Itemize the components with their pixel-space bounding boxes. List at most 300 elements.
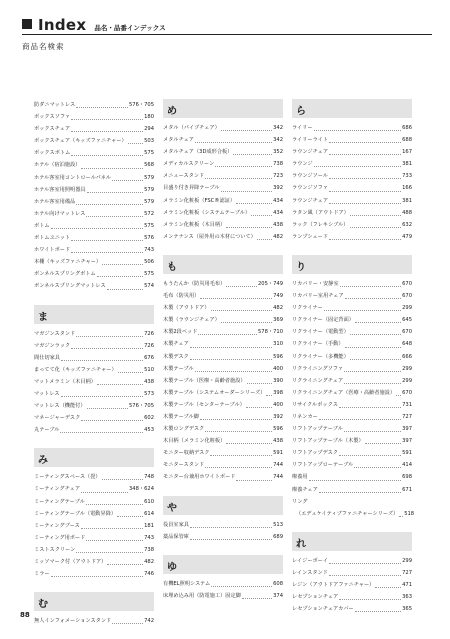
index-entry[interactable] xyxy=(163,134,283,146)
index-entry[interactable] xyxy=(163,195,283,207)
entry-page: 744 xyxy=(273,462,283,469)
entry-name: リフトアップテーブル xyxy=(292,426,343,433)
entry-page: 688 xyxy=(402,137,412,144)
entry-name: 木製テーブル（センターテーブル） xyxy=(163,401,245,408)
dot-leader xyxy=(112,623,143,624)
index-entry[interactable] xyxy=(34,615,154,627)
dot-leader xyxy=(355,611,401,612)
entry-page: 414 xyxy=(402,462,412,469)
entry-name: 間仕切家具 xyxy=(34,354,60,361)
index-entry[interactable] xyxy=(292,399,412,411)
entry-page: 575 xyxy=(144,222,154,229)
group-heading xyxy=(292,99,412,118)
index-entry[interactable] xyxy=(163,219,283,231)
entry-page: 166 xyxy=(402,185,412,192)
dot-leader xyxy=(97,276,143,277)
index-entry[interactable] xyxy=(292,158,412,170)
dot-leader xyxy=(339,407,401,408)
index-entry[interactable] xyxy=(292,484,412,496)
entry-name: ランプシェード xyxy=(292,233,329,240)
dot-leader xyxy=(87,408,128,409)
entry-page: 596 xyxy=(273,353,283,360)
index-entry[interactable] xyxy=(34,244,154,256)
entry-name: 防ダニマットレス xyxy=(34,102,76,108)
dot-leader xyxy=(329,154,401,155)
index-entry[interactable] xyxy=(163,399,283,411)
entry-page: 591 xyxy=(402,450,412,457)
dot-leader xyxy=(71,252,143,253)
entry-name: リング xyxy=(292,498,308,505)
index-entry[interactable] xyxy=(292,579,412,591)
entry-name: リクライニングチェア xyxy=(292,377,344,384)
entry-page: 482 xyxy=(144,559,154,565)
entry-name: 目盛り付き昇降テーブル xyxy=(163,185,220,192)
entry-name: リフトアップローテーブル xyxy=(292,462,354,469)
index-entry[interactable] xyxy=(34,280,154,292)
index-entry[interactable] xyxy=(292,278,412,290)
index-entry[interactable] xyxy=(163,411,283,423)
entry-name: リクライナー（電動型） xyxy=(292,329,349,336)
dot-leader xyxy=(226,286,257,287)
entry-page: 670 xyxy=(402,329,412,336)
entry-page: 671 xyxy=(402,486,412,493)
entry-page: 205・749 xyxy=(258,280,283,287)
entry-name: リフトアップテーブル（木製） xyxy=(292,438,364,445)
entry-name: 毛布（防災用） xyxy=(163,293,200,300)
group-heading-label: や xyxy=(167,502,177,514)
entry-page: 180 xyxy=(144,114,154,121)
entry-page: 310 xyxy=(273,341,283,348)
dot-leader xyxy=(190,527,272,528)
entry-page: 381 xyxy=(402,161,412,168)
entry-page: 299 xyxy=(402,365,412,372)
entry-name: メタル（パイプチェア） xyxy=(163,125,220,131)
square-bullet-icon xyxy=(22,19,32,29)
index-entry[interactable] xyxy=(163,290,283,302)
index-entry[interactable] xyxy=(34,556,154,568)
index-entry[interactable] xyxy=(34,364,154,376)
entry-name: 木目柄（メラミン化粧板） xyxy=(163,438,226,445)
index-entry[interactable] xyxy=(34,520,154,532)
entry-name: ミストスクリーン xyxy=(34,546,76,553)
dot-leader xyxy=(339,455,401,456)
entry-name: ボックスボトム xyxy=(34,150,71,157)
index-entry[interactable] xyxy=(292,302,412,314)
entry-name: モニター収納デスク xyxy=(163,450,210,457)
entry-name: 薬品保管庫 xyxy=(163,533,189,540)
index-column-1 xyxy=(34,99,154,639)
entry-page: 453 xyxy=(144,427,154,434)
entry-name: 木製（アウトドア） xyxy=(163,305,210,312)
index-entry[interactable] xyxy=(163,314,283,326)
dot-leader xyxy=(81,528,143,529)
entry-page: 748 xyxy=(144,474,154,481)
dot-leader xyxy=(107,289,143,290)
index-entry[interactable] xyxy=(163,278,283,290)
entry-name: ミラー xyxy=(34,571,50,578)
index-entry[interactable] xyxy=(163,578,283,590)
index-entry[interactable] xyxy=(292,231,412,243)
entry-page: 510 xyxy=(144,366,154,373)
dot-leader xyxy=(205,431,272,432)
entry-page: 670 xyxy=(402,293,412,300)
entry-name: ラタン風（アウトドア） xyxy=(292,209,349,216)
index-entry[interactable] xyxy=(292,508,415,520)
index-entry[interactable] xyxy=(34,99,154,111)
entry-name: 木製ロングデスク xyxy=(163,426,205,433)
index-entry[interactable] xyxy=(163,182,283,194)
entry-page: 342 xyxy=(273,137,283,144)
entry-name: ホテル（宿泊施設） xyxy=(34,162,81,169)
entry-name: リクライナー（手動） xyxy=(292,341,344,348)
index-entry[interactable] xyxy=(34,388,154,400)
entry-page: 397 xyxy=(402,426,412,433)
entry-name: 木製チェア xyxy=(163,341,189,348)
entry-name: 床埋め込み用（防電施工）固定脚 xyxy=(163,592,241,599)
group-heading-label: も xyxy=(167,261,177,273)
index-entry[interactable] xyxy=(34,544,154,556)
page-title: Index xyxy=(38,16,87,34)
index-entry[interactable] xyxy=(163,423,283,435)
dot-leader xyxy=(314,166,401,167)
entry-name: リカバリー室用チェア xyxy=(292,293,344,300)
index-header xyxy=(22,16,166,34)
entry-page: 392 xyxy=(273,413,283,420)
entry-name: マットレス（機能付） xyxy=(34,403,86,410)
dot-leader xyxy=(71,240,143,241)
index-entry[interactable] xyxy=(34,483,154,495)
entry-name: ラウンジソール xyxy=(292,173,329,180)
dot-leader xyxy=(190,347,272,348)
index-column-3 xyxy=(292,99,415,627)
dot-leader xyxy=(205,178,272,179)
index-entry[interactable] xyxy=(163,459,283,471)
index-entry[interactable] xyxy=(292,567,412,579)
entry-page: 365 xyxy=(402,606,412,613)
dot-leader xyxy=(242,598,272,599)
index-entry[interactable] xyxy=(292,447,412,459)
dot-leader xyxy=(375,587,401,588)
dot-leader xyxy=(71,348,143,349)
index-entry[interactable] xyxy=(34,412,154,424)
entry-page: 503 xyxy=(144,138,154,145)
dot-leader xyxy=(211,586,272,587)
index-entry[interactable] xyxy=(34,400,154,412)
index-entry[interactable] xyxy=(163,435,283,447)
dot-leader xyxy=(61,396,144,397)
index-entry[interactable] xyxy=(163,447,283,459)
entry-page: 513 xyxy=(273,521,283,528)
entry-name: ラウンジチェア xyxy=(292,197,329,204)
entry-page: 670 xyxy=(402,389,412,396)
entry-name: リネンカー xyxy=(292,413,318,420)
entry-page: 591 xyxy=(273,450,283,457)
page-subtitle: 品名・品番インデックス xyxy=(94,24,166,32)
index-entry[interactable] xyxy=(34,496,154,508)
group-heading xyxy=(163,255,283,274)
index-entry[interactable] xyxy=(34,508,154,520)
entry-page: 576・705 xyxy=(129,102,154,108)
entry-page: 731 xyxy=(402,401,412,408)
index-entry[interactable] xyxy=(292,195,412,207)
index-entry[interactable] xyxy=(34,376,154,388)
entry-name: ミーティングスペース（畳） xyxy=(34,474,101,481)
dot-leader xyxy=(60,432,143,433)
index-entry[interactable] xyxy=(34,532,154,544)
entry-name: リクライナー xyxy=(292,305,323,312)
index-entry[interactable] xyxy=(292,326,412,338)
group-heading-label: ゆ xyxy=(167,561,177,573)
entry-name: ボックスチェア xyxy=(34,126,71,133)
dot-leader xyxy=(319,419,401,420)
dot-leader xyxy=(61,360,143,361)
index-entry[interactable] xyxy=(292,387,412,399)
dot-leader xyxy=(350,334,401,335)
entry-name: ホワイトボード xyxy=(34,247,71,254)
dot-leader xyxy=(102,264,143,265)
index-entry[interactable] xyxy=(163,158,283,170)
index-entry[interactable] xyxy=(163,170,283,182)
index-entry[interactable] xyxy=(292,134,412,146)
entry-page: 482 xyxy=(273,305,283,312)
index-entry[interactable] xyxy=(34,568,154,580)
entry-name: ライリーライト xyxy=(292,137,329,144)
dot-leader xyxy=(221,130,272,131)
dot-leader xyxy=(350,359,401,360)
dot-leader xyxy=(350,227,402,228)
entry-name: ホテル客室用備品 xyxy=(34,198,76,205)
entry-name: （エデュケイティブファニチャーシリーズ） xyxy=(296,510,399,517)
index-entry[interactable] xyxy=(292,219,412,231)
dot-leader xyxy=(329,563,401,564)
index-column-2 xyxy=(163,99,283,614)
index-entry[interactable] xyxy=(34,208,154,220)
index-entry[interactable] xyxy=(292,182,412,194)
group-heading xyxy=(34,305,154,324)
group-heading-label: み xyxy=(38,455,48,467)
dot-leader xyxy=(396,395,401,396)
index-entry[interactable] xyxy=(34,123,154,135)
entry-page: 299 xyxy=(402,377,412,384)
entry-name: マットメラミン（木目柄） xyxy=(34,378,96,385)
entry-page: 398 xyxy=(273,389,283,396)
entry-name: ボトム xyxy=(34,222,50,229)
index-entry[interactable] xyxy=(34,196,154,208)
index-entry[interactable] xyxy=(34,471,154,483)
entry-name: 無人インフォメーションスタンド xyxy=(34,618,112,625)
entry-name: マガジンラック xyxy=(34,342,71,349)
entry-page: 572 xyxy=(144,210,154,217)
dot-leader xyxy=(354,467,401,468)
index-entry[interactable] xyxy=(34,340,154,352)
index-entry[interactable] xyxy=(34,111,154,123)
index-entry[interactable] xyxy=(34,159,154,171)
entry-name: まってて化（キッズファニチャー） xyxy=(34,366,117,373)
dot-leader xyxy=(329,575,401,576)
dot-leader xyxy=(355,322,401,323)
entry-page: 698 xyxy=(402,474,412,481)
index-entry[interactable] xyxy=(163,351,283,363)
index-entry[interactable] xyxy=(292,146,412,158)
index-entry[interactable] xyxy=(163,590,283,602)
dot-leader xyxy=(344,383,401,384)
entry-page: 348・624 xyxy=(129,486,154,493)
entry-name: マネージャーデスク xyxy=(34,415,81,422)
index-entry[interactable] xyxy=(34,268,154,280)
group-heading xyxy=(163,496,283,515)
index-entry[interactable] xyxy=(292,496,412,508)
entry-name: ミッソマーク付（アウトドア） xyxy=(34,559,107,565)
index-entry[interactable] xyxy=(34,184,154,196)
index-entry[interactable] xyxy=(292,338,412,350)
entry-page: 181 xyxy=(144,522,154,529)
dot-leader xyxy=(71,131,143,132)
entry-page: 743 xyxy=(144,534,154,541)
entry-name: 有機EL照明システム xyxy=(163,580,211,587)
dot-leader xyxy=(233,154,272,155)
entry-page: 573 xyxy=(144,390,154,397)
index-entry[interactable] xyxy=(292,314,412,326)
index-entry[interactable] xyxy=(34,232,154,244)
index-entry[interactable] xyxy=(163,207,283,219)
dot-leader xyxy=(339,599,401,600)
entry-page: 352 xyxy=(273,149,283,156)
index-entry[interactable] xyxy=(292,375,412,387)
dot-leader xyxy=(314,130,401,131)
dot-leader xyxy=(399,516,403,517)
index-entry[interactable] xyxy=(163,146,283,158)
dot-leader xyxy=(329,142,401,143)
page-number: 88 xyxy=(20,611,30,619)
dot-leader xyxy=(329,239,401,240)
dot-leader xyxy=(128,143,143,144)
dot-leader xyxy=(190,539,272,540)
index-entry[interactable] xyxy=(292,435,412,447)
entry-name: リクライナー（多機能） xyxy=(292,353,349,360)
entry-name: ボックスチェア（キッズファニチャー） xyxy=(34,138,127,145)
entry-page: 518 xyxy=(404,510,415,517)
entry-name: 木製デスク xyxy=(163,353,189,360)
entry-page: 602 xyxy=(144,415,154,422)
index-entry[interactable] xyxy=(292,290,412,302)
dot-leader xyxy=(344,431,401,432)
dot-leader xyxy=(86,504,143,505)
index-entry[interactable] xyxy=(292,471,412,483)
entry-page: 645 xyxy=(402,317,412,324)
index-entry[interactable] xyxy=(163,326,283,338)
entry-page: 726 xyxy=(144,342,154,349)
group-heading-label: ら xyxy=(296,106,306,117)
index-entry[interactable] xyxy=(292,122,412,134)
index-entry[interactable] xyxy=(292,363,412,375)
entry-page: 574 xyxy=(144,283,154,290)
entry-page: 689 xyxy=(273,533,283,540)
index-entry[interactable] xyxy=(34,147,154,159)
entry-page: 434 xyxy=(273,209,283,216)
entry-page: 733 xyxy=(402,173,412,180)
index-entry[interactable] xyxy=(34,172,154,184)
index-entry[interactable] xyxy=(34,424,154,436)
dot-leader xyxy=(350,215,401,216)
entry-page: 381 xyxy=(402,197,412,204)
index-entry[interactable] xyxy=(163,387,283,399)
entry-page: 579 xyxy=(144,174,154,181)
index-entry[interactable] xyxy=(292,411,412,423)
index-entry[interactable] xyxy=(163,231,283,243)
entry-name: 木製テーブル脚 xyxy=(163,413,199,420)
index-entry[interactable] xyxy=(34,352,154,364)
dot-leader xyxy=(226,227,272,228)
entry-name: リフトアップデスク xyxy=(292,450,338,457)
entry-name: ラウンジチェア xyxy=(292,149,329,156)
dot-leader xyxy=(112,180,143,181)
entry-page: 392 xyxy=(273,185,283,192)
index-entry[interactable] xyxy=(34,328,154,340)
entry-name: リクライニングソファ xyxy=(292,365,344,372)
entry-name: メラミン化粧板（FSC®認証） xyxy=(163,197,236,204)
dot-leader xyxy=(236,203,272,204)
dot-leader xyxy=(76,336,143,337)
entry-name: ミーティングテーブル（電動昇降） xyxy=(34,510,117,517)
dot-leader xyxy=(226,443,272,444)
index-entry[interactable] xyxy=(34,256,154,268)
entry-page: 471 xyxy=(402,582,412,588)
index-entry[interactable] xyxy=(292,170,412,182)
index-entry[interactable] xyxy=(292,555,412,567)
index-entry[interactable] xyxy=(163,519,283,531)
index-entry[interactable] xyxy=(292,207,412,219)
entry-page: 744 xyxy=(273,474,283,481)
entry-name: 木製2段ベッド xyxy=(163,329,198,336)
entry-page: 568 xyxy=(144,162,154,169)
dot-leader xyxy=(81,420,143,421)
entry-page: 576 xyxy=(144,235,154,242)
index-entry[interactable] xyxy=(163,338,283,350)
dot-leader xyxy=(200,298,272,299)
dot-leader xyxy=(81,492,128,493)
index-entry[interactable] xyxy=(292,351,412,363)
entry-page: 670 xyxy=(402,280,412,287)
entry-name: 丸テーブル xyxy=(34,427,60,434)
dot-leader xyxy=(51,576,144,577)
index-entry[interactable] xyxy=(34,220,154,232)
index-entry[interactable] xyxy=(163,531,283,543)
index-entry[interactable] xyxy=(163,375,283,387)
entry-name: ミーティングチェア xyxy=(34,486,81,493)
index-entry[interactable] xyxy=(34,135,154,147)
group-heading-label: む xyxy=(38,599,48,611)
index-entry[interactable] xyxy=(292,459,412,471)
entry-name: モニタースタンド xyxy=(163,462,205,469)
index-group xyxy=(163,555,283,602)
dot-leader xyxy=(324,310,401,311)
index-entry[interactable] xyxy=(163,363,283,375)
index-entry[interactable] xyxy=(292,603,412,615)
dot-leader xyxy=(345,298,401,299)
index-entry[interactable] xyxy=(292,423,412,435)
entry-page: 578・710 xyxy=(258,329,283,336)
index-entry[interactable] xyxy=(163,471,283,483)
entry-page: 294 xyxy=(144,126,154,133)
index-entry[interactable] xyxy=(292,591,412,603)
entry-name: レセプションチェアカバー xyxy=(292,606,354,613)
dot-leader xyxy=(195,142,272,143)
index-entry[interactable] xyxy=(163,122,283,134)
entry-page: 596 xyxy=(273,426,283,433)
entry-name: 木製テーブル（医療・高齢者施設） xyxy=(163,377,246,384)
entry-page: 400 xyxy=(273,401,283,408)
index-entry[interactable] xyxy=(163,302,283,314)
